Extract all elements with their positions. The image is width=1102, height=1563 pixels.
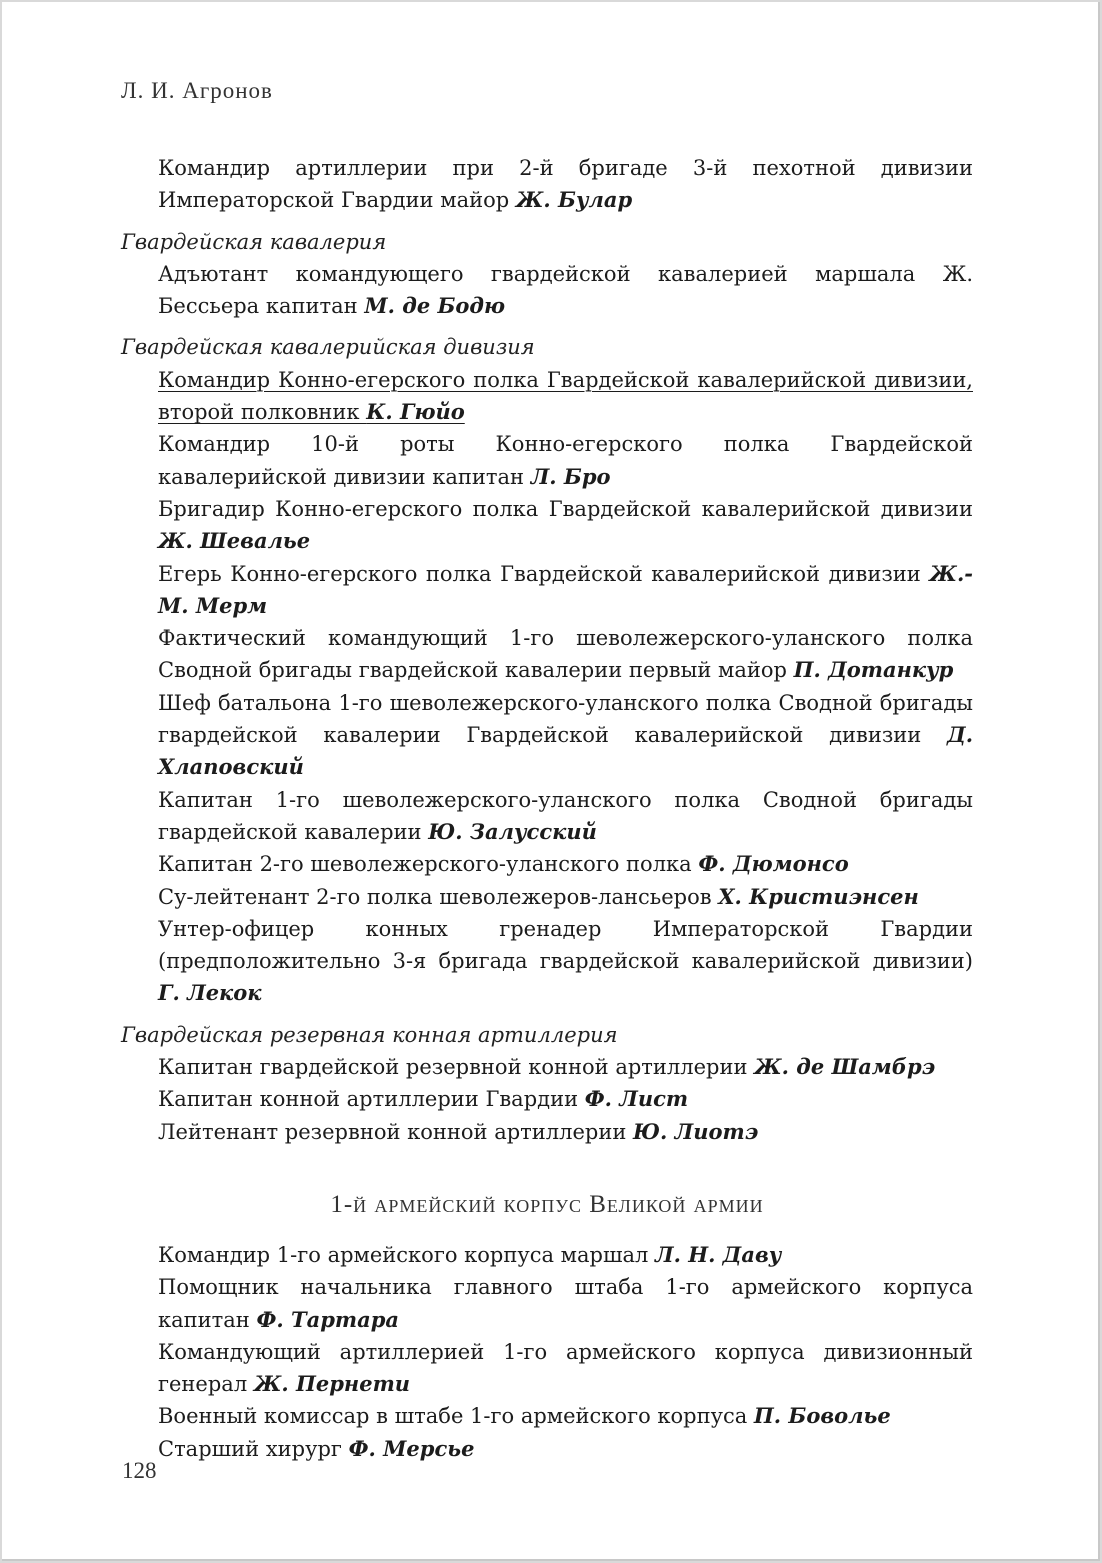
entry-person: Ф. Мерсье	[348, 1435, 475, 1461]
entry-person: П. Дотанкур	[793, 657, 954, 683]
entry-text: Шеф батальона 1-го шеволежерского-уланского полка Сводной бригады гвардейской кавалерии Гвардейской кавалерийской дивизии	[158, 690, 973, 748]
entry-text: Унтер-офицер конных гренадер Императорской Гвардии (предположительно 3-я бригада гвардейской кавалерийской дивизии)	[158, 916, 973, 974]
entry-person: Ю. Залусский	[428, 818, 597, 844]
entry-person: Л. Н. Даву	[655, 1241, 782, 1267]
entry-text: Капитан 2-го шеволежерского-уланского полка	[158, 852, 699, 877]
entry	[158, 1336, 973, 1401]
entry	[158, 1400, 973, 1432]
entry	[158, 1116, 973, 1148]
entry	[158, 913, 973, 1010]
entry-person: Ф. Тартара	[256, 1306, 400, 1332]
entry	[158, 848, 973, 880]
entry-text: Старший хирург	[158, 1436, 349, 1461]
entry-person: Ж.-М. Мерм	[158, 560, 973, 618]
section-heading-artillery: Гвардейская резервная конная артиллерия	[121, 1022, 618, 1047]
entry	[158, 428, 973, 493]
entry-text: Капитан конной артиллерии Гвардии	[158, 1087, 585, 1112]
section-heading-cavalry: Гвардейская кавалерия	[121, 229, 387, 254]
book-page	[2, 2, 1100, 1561]
entry	[158, 493, 973, 558]
entry-text: Су-лейтенант 2-го полка шеволежеров-лансьеров	[158, 884, 719, 909]
entry	[158, 558, 973, 623]
entry-person: Ф. Дюмонсо	[698, 851, 849, 877]
entry-text: Адъютант командующего гвардейской кавалерией маршала Ж. Бессьера капитан	[158, 261, 973, 319]
entry	[158, 1433, 973, 1465]
entry-text: Командир 10-й роты Конно-егерского полка Гвардейской кавалерийской дивизии капитан	[158, 432, 973, 489]
entry-text: Помощник начальника главного штаба 1-го армейского корпуса капитан	[158, 1275, 973, 1332]
entry-person: К. Гюйо	[366, 399, 465, 425]
entry-person: Л. Бро	[530, 463, 611, 489]
entry-text: Лейтенант резервной конной артиллерии	[158, 1119, 634, 1144]
entry	[158, 1271, 973, 1336]
entry-person: М. де Бодю	[364, 293, 506, 319]
section-heading-cavalry-division: Гвардейская кавалерийская дивизия	[121, 335, 535, 360]
entry-text: Командир артиллерии при 2-й бригаде 3-й пехотной дивизии Императорской Гвардии майор	[158, 156, 973, 213]
entry-person: Д. Хлаповский	[158, 722, 973, 780]
entry-person: Ж. Пернети	[253, 1371, 411, 1397]
entry-person: Ж. де Шамбрэ	[754, 1054, 936, 1080]
entry-text: Егерь Конно-егерского полка Гвардейской кавалерийской дивизии	[158, 561, 930, 586]
entry	[158, 1083, 973, 1115]
entry-highlighted	[158, 364, 973, 429]
entry-text: Бригадир Конно-егерского полка Гвардейской кавалерийской дивизии	[158, 496, 973, 521]
entry	[158, 784, 973, 849]
entry-person: Ж. Булар	[515, 187, 633, 213]
entry-person: Ф. Лист	[584, 1086, 689, 1112]
entry-person: Г. Лекок	[158, 980, 262, 1006]
entry-text: Капитан 1-го шеволежерского-уланского полка Сводной бригады гвардейской кавалерии	[158, 787, 973, 844]
entry-person: П. Боволье	[753, 1403, 891, 1429]
entry-text: Командир 1-го армейского корпуса маршал	[158, 1242, 656, 1267]
entry	[158, 881, 973, 913]
corps-heading: 1-й армейский корпус Великой армии	[330, 1190, 764, 1218]
entry-text: Фактический командующий 1-го шеволежерского-уланского полка Сводной бригады гвардейской кавалерии первый майор	[158, 626, 973, 683]
page-content	[121, 152, 973, 1465]
entry	[158, 622, 973, 687]
entry-text: Командир Конно-егерского полка Гвардейской кавалерийской дивизии, второй полковник	[158, 367, 973, 425]
entry	[158, 1239, 973, 1271]
entry	[158, 687, 973, 784]
entry-person: Ю. Лиотэ	[633, 1118, 759, 1144]
entry	[158, 258, 973, 323]
entry-text: Военный комиссар в штабе 1-го армейского корпуса	[158, 1404, 754, 1429]
entry-text: Командующий артиллерией 1-го армейского корпуса дивизионный генерал	[158, 1339, 973, 1397]
page-number: 128	[122, 1458, 157, 1483]
running-head: Л. И. Агронов	[121, 78, 273, 103]
entry-person: Х. Кристиэнсен	[718, 883, 919, 909]
entry	[158, 1051, 973, 1083]
entry-person: Ж. Шевалье	[158, 528, 311, 554]
entry	[158, 152, 973, 217]
entry-text: Капитан гвардейской резервной конной артиллерии	[158, 1055, 755, 1080]
